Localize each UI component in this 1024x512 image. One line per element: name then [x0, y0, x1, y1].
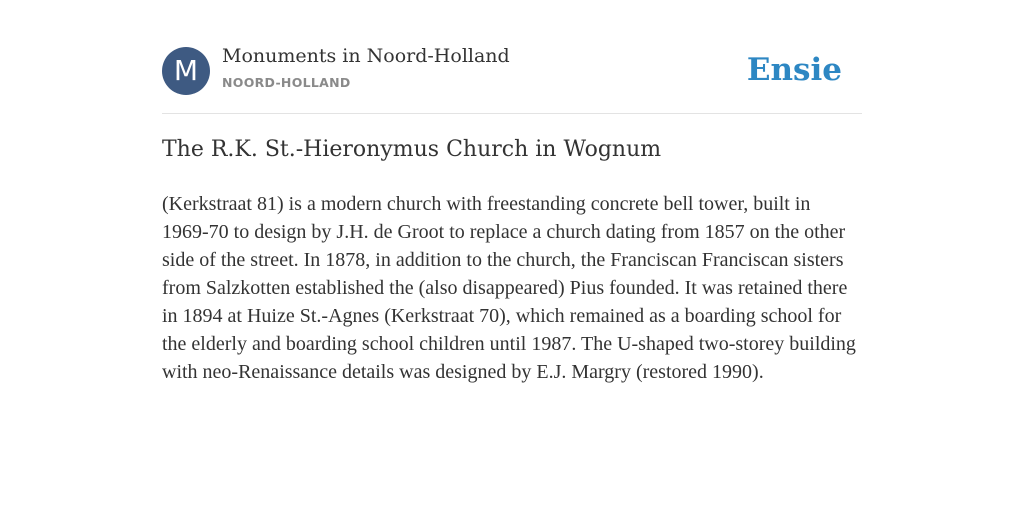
brand-logo[interactable]: Ensie — [746, 52, 842, 88]
collection-header — [162, 0, 862, 114]
article-title: The R.K. St.-Hieronymus Church in Wognum — [162, 137, 662, 162]
collection-subtitle[interactable]: NOORD-HOLLAND — [222, 75, 351, 90]
collection-title[interactable]: Monuments in Noord-Holland — [222, 45, 510, 67]
article-card — [162, 0, 862, 383]
article-body: (Kerkstraat 81) is a modern church with freestanding concrete bell tower, built in 1969-70 to design by J.H. de Groot to replace a church dating from 1857 on the other side of the street. In 1878, in addition to the church, the Franciscan Franciscan sisters from Salzkotten established the (also disappeared) Pius founded. It was retained there in 1894 at Huize St.-Agnes (Kerkstraat 70), which remained as a boarding school for the elderly and boarding school children until 1987. The U-shaped two-storey building with neo-Renaissance details was designed by E.J. Margry (restored 1990). — [162, 193, 856, 383]
collection-avatar[interactable]: M — [162, 47, 210, 95]
